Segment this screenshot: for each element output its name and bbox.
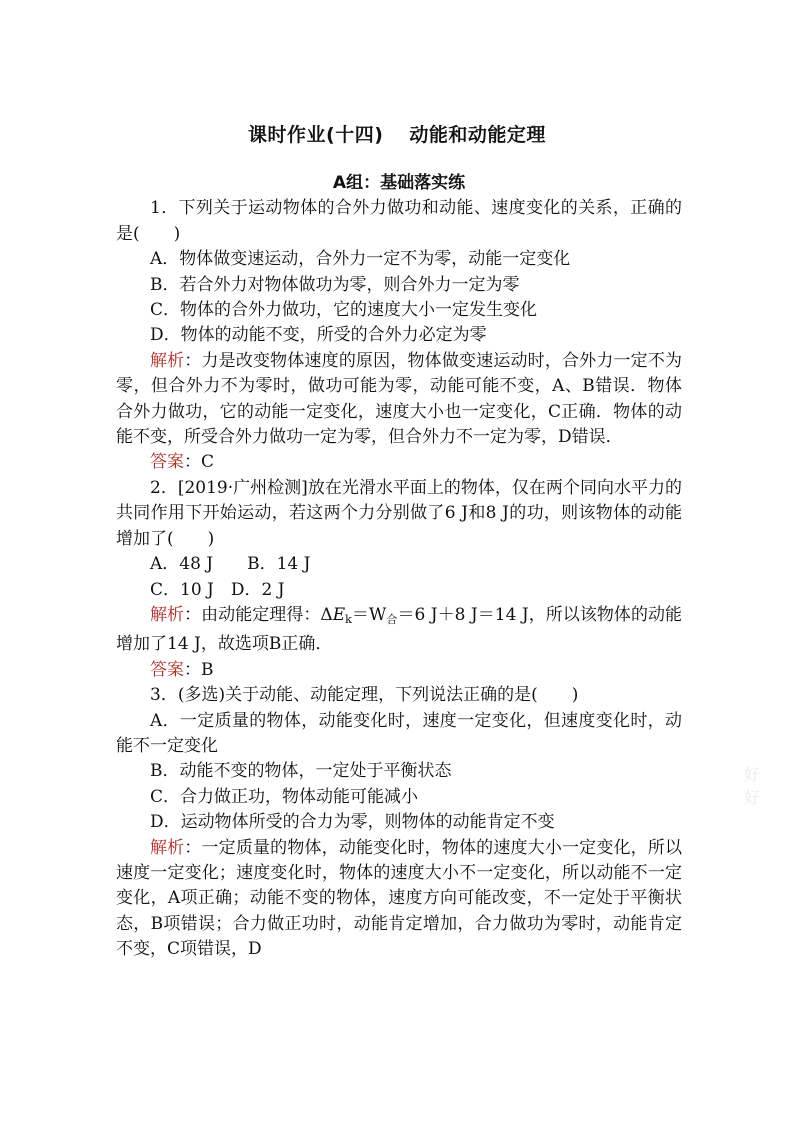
question-2-options-row-2: C．10 J D．2 J: [150, 579, 285, 600]
question-2-analysis: [116, 603, 682, 658]
question-1-stem: 1．下列关于运动物体的合外力做功和动能、速度变化的关系，正确的是( ): [116, 198, 682, 244]
question-2-analysis-prefix: ：由动能定理得：Δ: [184, 604, 333, 625]
work-subscript: 合: [386, 612, 398, 626]
work-variable: ＝W: [351, 604, 387, 625]
question-3-analysis-text: ：一定质量的物体，动能变化时，物体的速度大小一定变化，所以速度一定变化；速度变化时，物体的速度大小不一定变化，所以动能不一定变化，A项正确；动能不变的物体，速度方向可能改变，不一定处于平衡状态，B项错误；合力做正功时，动能肯定增加，合力做功为零时，动能肯定不变，C项错误，D: [116, 837, 683, 960]
question-1-analysis-text: ：力是改变物体速度的原因，物体做变速运动时，合外力一定不为零，但合外力不为零时，做功可能为零，动能可能不变，A、B错误．物体合外力做功，它的动能一定变化，速度大小也一定变化，C正确．物体的动能不变，所受合外力做功一定为零，但合外力不一定为零，D错误．: [116, 350, 683, 448]
question-1-option-a: A．物体做变速运动，合外力一定不为零，动能一定变化: [150, 249, 571, 270]
question-3-option-c: C．合力做正功，物体动能可能减小: [150, 786, 419, 807]
answer-label: 答案: [150, 659, 184, 680]
analysis-label: 解析: [150, 837, 185, 858]
question-3-option-b: B．动能不变的物体，一定处于平衡状态: [150, 761, 452, 782]
question-2-analysis-rest: ＝6 J＋8 J＝14 J，所以该物体的动能增加了14 J，故选项B正确．: [116, 604, 683, 655]
question-3-analysis: [116, 836, 682, 963]
answer-label: 答案: [150, 452, 184, 473]
title-main: 课时作业(十四): [248, 124, 384, 146]
question-1-option-b: B．若合外力对物体做功为零，则合外力一定为零: [150, 274, 520, 295]
ek-subscript: k: [345, 612, 352, 626]
section-heading: A组：基础落实练: [332, 173, 466, 193]
question-3-stem: 3．(多选)关于动能、动能定理，下列说法正确的是( ): [150, 685, 579, 706]
question-1-analysis: [116, 349, 682, 451]
question-2-answer: [116, 658, 682, 683]
question-2-options-row-1: A．48 J B．14 J: [150, 554, 311, 575]
watermark: 好好: [744, 765, 761, 807]
question-1-answer-text: ：C: [184, 452, 215, 473]
title-topic: 动能和动能定理: [409, 124, 546, 146]
question-2-stem: 2．[2019·广州检测]放在光滑水平面上的物体，仅在两个同向水平力的共同作用下开始运动，若这两个力分别做了6 J和8 J的功，则该物体的动能增加了( ): [116, 477, 682, 549]
analysis-label: 解析: [150, 604, 185, 625]
question-2-answer-text: ：B: [184, 659, 214, 680]
ek-variable: E: [332, 604, 346, 625]
question-3-option-a: A．一定质量的物体，动能变化时，速度一定变化，但速度变化时，动能不一定变化: [116, 710, 682, 756]
question-3-option-d: D．运动物体所受的合力为零，则物体的动能肯定不变: [150, 812, 555, 833]
question-1-option-c: C．物体的合外力做功，它的速度大小一定发生变化: [150, 300, 538, 321]
question-1-option-d: D．物体的动能不变，所受的合外力必定为零: [150, 325, 487, 346]
page-title: [0, 120, 794, 147]
document-body: [116, 171, 682, 963]
question-1-answer: [116, 450, 682, 475]
analysis-label: 解析: [150, 350, 185, 371]
